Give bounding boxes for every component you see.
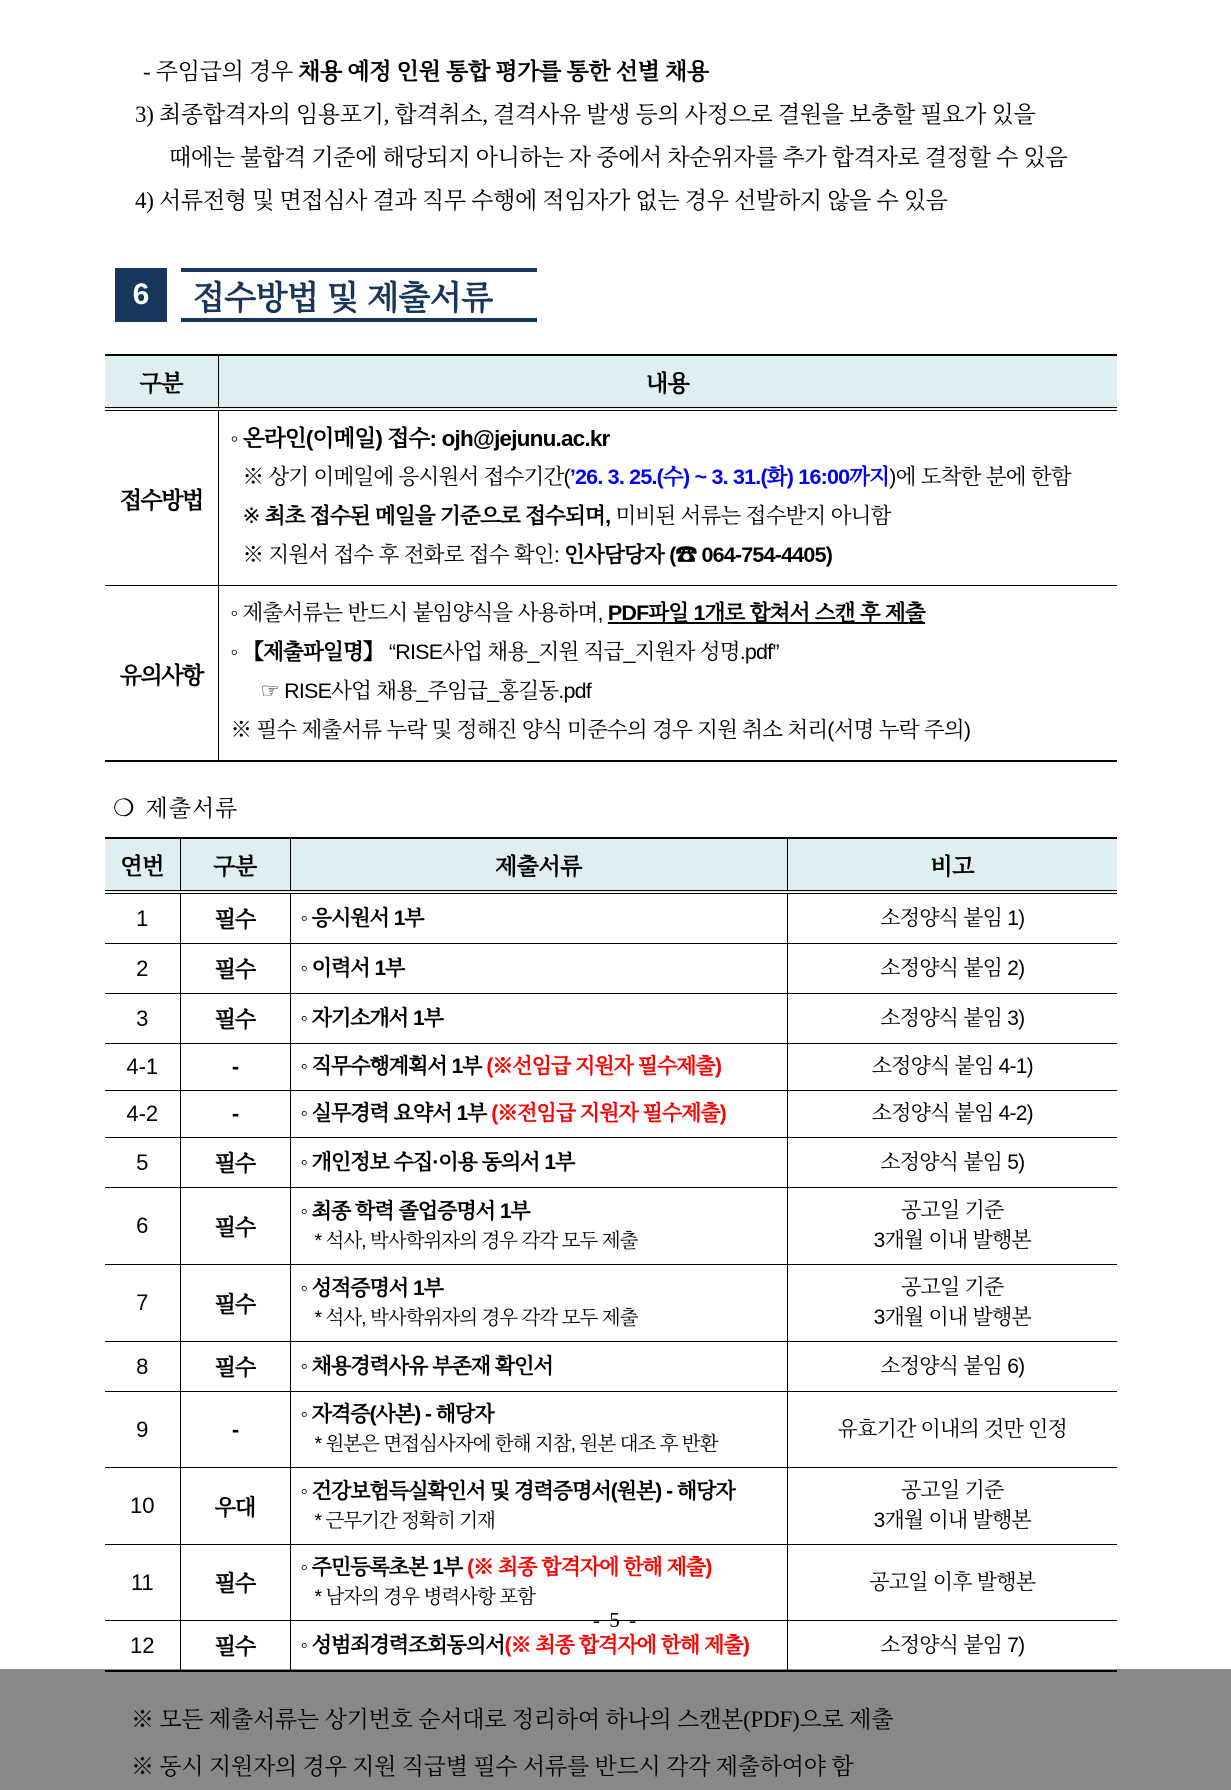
reception-line-4: [231, 536, 1108, 575]
doc-main-text: ◦ 응시원서 1부: [300, 906, 424, 930]
row-document: [290, 1188, 787, 1265]
doc-sub-text: * 남자의 경우 병력사항 포함: [314, 1586, 535, 1608]
table-row: [105, 944, 1117, 994]
row-category: 필수: [180, 1188, 290, 1265]
notice-line-1: [231, 594, 1108, 633]
table-row: [105, 1188, 1117, 1265]
intro-item-1-text: - 주임급의 경우: [143, 59, 299, 84]
table-row: [105, 1138, 1117, 1188]
row-note: [787, 892, 1117, 944]
row-category: 필수: [180, 1621, 290, 1672]
row-category: -: [180, 1091, 290, 1138]
row-category: -: [180, 1044, 290, 1091]
footnote-2: ※ 동시 지원자의 경우 지원 직급별 필수 서류를 반드시 각각 제출하여야 함: [131, 1754, 854, 1779]
intro-paragraphs: [105, 50, 1117, 222]
docs-heading-label: 제출서류: [145, 796, 239, 821]
doc-main-text: ◦ 건강보험득실확인서 및 경력증명서(원본) - 해당자: [300, 1479, 735, 1503]
doc-main-text: ◦ 자격증(사본) - 해당자: [300, 1403, 494, 1426]
row-no: 6: [105, 1188, 180, 1265]
row-no: 5: [105, 1138, 180, 1188]
table-row: [105, 1392, 1117, 1468]
notice-filename-pattern: “RISE사업 채용_지원 직급_지원자 성명.pdf”: [383, 640, 779, 664]
row-no: 12: [105, 1621, 180, 1672]
reception-label: 접수방법: [119, 486, 203, 513]
reception-line-3-post: 미비된 서류는 접수받지 아니함: [610, 504, 891, 528]
docs-header-category: 구분: [180, 838, 290, 892]
row-note: [787, 1265, 1117, 1342]
doc-sub-text: * 석사, 박사학위자의 경우 각각 모두 제출: [314, 1306, 638, 1329]
doc-red-text: (※ 최종 합격자에 한해 제출): [467, 1556, 712, 1579]
reception-period-post: )에 도착한 분에 한함: [889, 465, 1071, 489]
note-line-2: 3개월 이내 발행본: [873, 1509, 1031, 1532]
row-document: [290, 1044, 787, 1091]
row-no: 8: [105, 1342, 180, 1392]
notice-line-1-underline: PDF파일 1개로 합쳐서 스캔 후 제출: [607, 601, 926, 625]
table-row: [105, 892, 1117, 944]
section-title: 접수방법 및 제출서류: [181, 268, 537, 322]
row-no: 2: [105, 944, 180, 994]
reception-line-3-pre: ※: [242, 504, 265, 528]
reception-phone: 인사담당자 (☎ 064-754-4405): [564, 543, 833, 567]
row-document: [290, 1138, 787, 1188]
docs-heading: [113, 790, 1117, 823]
note-line-2: 3개월 이내 발행본: [873, 1229, 1031, 1252]
notice-content: [218, 586, 1117, 762]
row-document: [290, 1265, 787, 1342]
table-row: [105, 1044, 1117, 1091]
reception-line-3-bold: 최초 접수된 메일을 기준으로 접수되며,: [264, 504, 611, 528]
notice-line-2: [231, 633, 1108, 672]
note-line-1: 공고일 이후 발행본: [869, 1570, 1036, 1594]
note-line-1: 소정양식 붙임 6): [880, 1354, 1025, 1378]
intro-item-1: [143, 50, 1117, 93]
table-row: [105, 1342, 1117, 1392]
row-note: [787, 1188, 1117, 1265]
note-line-1: 소정양식 붙임 7): [880, 1633, 1025, 1657]
section-number-badge: 6: [115, 268, 167, 322]
doc-main-text: ◦ 주민등록초본 1부: [300, 1556, 468, 1579]
doc-red-text: (※전임급 지원자 필수제출): [491, 1102, 726, 1125]
row-note: [787, 994, 1117, 1044]
doc-sub-text: * 원본은 면접심사자에 한해 지참, 원본 대조 후 반환: [314, 1433, 718, 1455]
method-table-header-content: 내용: [218, 355, 1117, 409]
note-line-1: 소정양식 붙임 3): [880, 1006, 1025, 1030]
table-row: [105, 1468, 1117, 1545]
table-row: [105, 994, 1117, 1044]
notice-line-1-pre: ◦ 제출서류는 반드시 붙임양식을 사용하며,: [230, 601, 608, 625]
docs-header-document: 제출서류: [290, 838, 787, 892]
doc-main-text: ◦ 실무경력 요약서 1부: [300, 1102, 492, 1125]
row-note: [787, 944, 1117, 994]
doc-main-text: ◦ 직무수행계획서 1부: [300, 1055, 487, 1078]
docs-header-note: 비고: [787, 838, 1117, 892]
doc-main-text: ◦ 이력서 1부: [300, 956, 405, 980]
row-no: 3: [105, 994, 180, 1044]
row-note: [787, 1091, 1117, 1138]
doc-main-text: ◦ 성범죄경력조회동의서: [300, 1633, 505, 1657]
circle-bullet-icon: ❍: [113, 796, 136, 822]
notice-label: 유의사항: [105, 586, 218, 762]
reception-period-dates: ’26. 3. 25.(수) ~ 3. 31.(화) 16:00까지: [569, 465, 890, 489]
note-line-1: 소정양식 붙임 2): [880, 956, 1025, 980]
row-document: [290, 994, 787, 1044]
intro-item-4: 4) 서류전형 및 면접심사 결과 직무 수행에 적임자가 없는 경우 선발하지 않을 수 있음: [135, 188, 948, 213]
row-no: 4-2: [105, 1091, 180, 1138]
row-note: [787, 1138, 1117, 1188]
row-category: 필수: [180, 994, 290, 1044]
row-no: 9: [105, 1392, 180, 1468]
row-no: 4-1: [105, 1044, 180, 1091]
row-category: 필수: [180, 1342, 290, 1392]
row-note: [787, 1468, 1117, 1545]
row-category: 필수: [180, 1138, 290, 1188]
doc-main-text: ◦ 개인정보 수집·이용 동의서 1부: [300, 1150, 575, 1174]
footnote-1: ※ 모든 제출서류는 상기번호 순서대로 정리하여 하나의 스캔본(PDF)으로 제출: [131, 1707, 894, 1732]
row-document: [290, 1342, 787, 1392]
docs-table-header-row: [105, 838, 1117, 892]
reception-email: ◦ 온라인(이메일) 접수: ojh@jejunu.ac.kr: [230, 426, 610, 451]
row-category: -: [180, 1392, 290, 1468]
reception-line-3: [231, 497, 1108, 536]
table-row: [105, 1265, 1117, 1342]
method-table-header-row: [105, 355, 1117, 409]
row-category: 필수: [180, 892, 290, 944]
notice-line-4: ※ 필수 제출서류 누락 및 정해진 양식 미준수의 경우 지원 취소 처리(서명 누락 주의): [230, 718, 971, 742]
docs-table: [105, 837, 1117, 1672]
intro-item-3-line2: 때에는 불합격 기준에 해당되지 아니하는 자 중에서 차순위자를 추가 합격자로 결정할 수 있음: [169, 145, 1068, 170]
doc-red-text: (※ 최종 합격자에 한해 제출): [504, 1633, 749, 1657]
row-no: 1: [136, 905, 149, 931]
row-category: 필수: [180, 1265, 290, 1342]
method-table-row-reception: [105, 409, 1117, 586]
note-line-1: 공고일 기준: [901, 1276, 1004, 1299]
row-category: 필수: [180, 1545, 290, 1621]
row-no: 10: [105, 1468, 180, 1545]
row-note: [787, 1342, 1117, 1392]
row-document: [290, 944, 787, 994]
method-table: [105, 354, 1117, 762]
notice-line-3: ☞ RISE사업 채용_주임급_홍길동.pdf: [260, 679, 591, 703]
doc-main-text: ◦ 성적증명서 1부: [300, 1276, 444, 1300]
method-table-header-category: 구분: [105, 355, 218, 409]
row-note: [787, 1044, 1117, 1091]
reception-line-1: [231, 419, 1108, 458]
row-category: 필수: [180, 944, 290, 994]
note-line-1: 소정양식 붙임 1): [880, 906, 1025, 930]
footnotes: [131, 1696, 1117, 1790]
reception-content: [218, 409, 1117, 586]
method-table-row-notice: [105, 586, 1117, 762]
docs-header-no: 연번: [105, 838, 180, 892]
reception-period-pre: ※ 상기 이메일에 응시원서 접수기간(: [242, 465, 570, 489]
notice-filename-label: ◦ 【제출파일명】: [230, 640, 384, 664]
row-document: [290, 892, 787, 944]
note-line-1: 공고일 기준: [901, 1479, 1004, 1502]
note-line-1: 소정양식 붙임 4-2): [871, 1102, 1033, 1125]
row-note: [787, 1392, 1117, 1468]
doc-main-text: ◦ 채용경력사유 부존재 확인서: [300, 1354, 553, 1378]
doc-main-text: ◦ 최종 학력 졸업증명서 1부: [300, 1199, 530, 1223]
doc-main-text: ◦ 자기소개서 1부: [300, 1006, 444, 1030]
row-no: 7: [105, 1265, 180, 1342]
row-no: 11: [105, 1545, 180, 1621]
row-document: [290, 1392, 787, 1468]
note-line-1: 소정양식 붙임 5): [880, 1150, 1025, 1174]
reception-line-2: [231, 458, 1108, 497]
page-number: - 5 -: [593, 1608, 638, 1632]
row-document: [290, 1091, 787, 1138]
doc-sub-text: * 근무기간 정확히 기재: [314, 1509, 495, 1532]
row-document: [290, 1468, 787, 1545]
intro-item-1-bold: 채용 예정 인원 통합 평가를 통한 선별 채용: [298, 59, 709, 84]
table-row: [105, 1091, 1117, 1138]
reception-line-4-pre: ※ 지원서 접수 후 전화로 접수 확인:: [242, 543, 565, 567]
note-line-1: 유효기간 이내의 것만 인정: [837, 1417, 1067, 1441]
intro-item-3-line1: 3) 최종합격자의 임용포기, 합격취소, 결격사유 발생 등의 사정으로 결원을 보충할 필요가 있을: [135, 102, 1036, 127]
doc-sub-text: * 석사, 박사학위자의 경우 각각 모두 제출: [314, 1229, 638, 1252]
doc-red-text: (※선임급 지원자 필수제출): [486, 1055, 721, 1078]
section-banner: [115, 268, 1117, 322]
note-line-1: 소정양식 붙임 4-1): [871, 1055, 1033, 1078]
note-line-1: 공고일 기준: [901, 1199, 1004, 1222]
row-category: 우대: [180, 1468, 290, 1545]
note-line-2: 3개월 이내 발행본: [873, 1306, 1031, 1329]
